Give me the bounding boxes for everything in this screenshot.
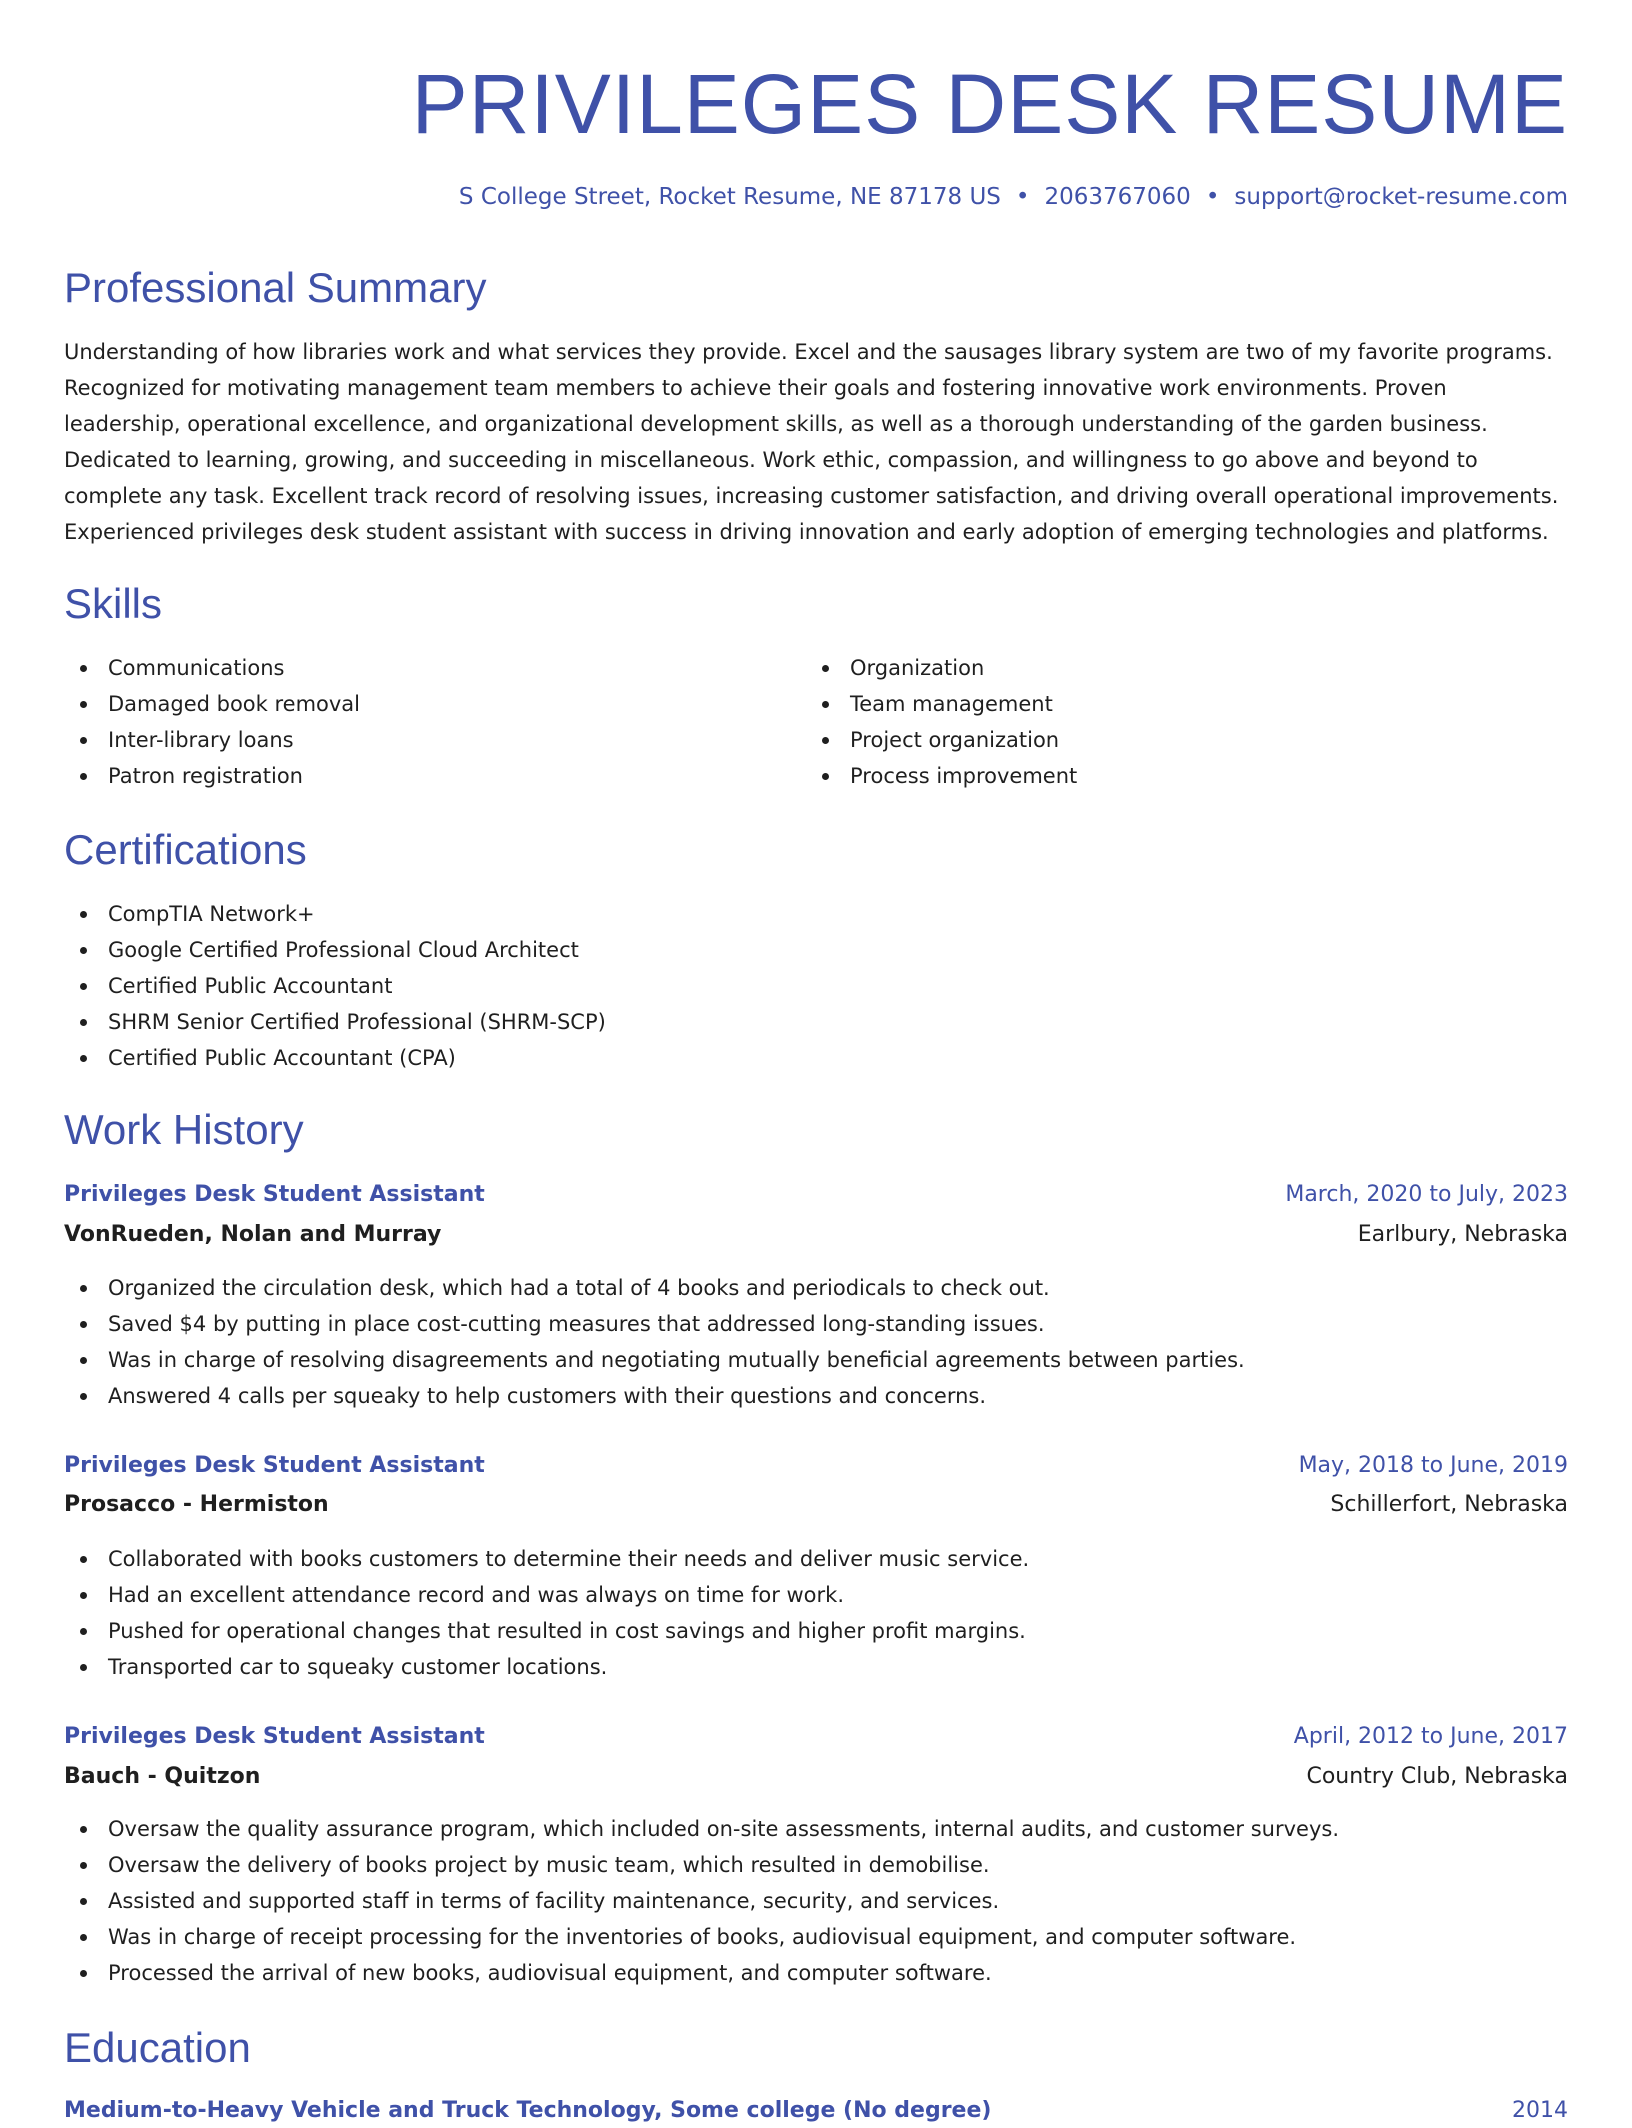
certification-item: SHRM Senior Certified Professional (SHRM-SCP) <box>64 1004 606 1040</box>
skill-item: Communications <box>64 650 360 686</box>
education-year: 2014 <box>1512 2098 1568 2123</box>
job-bullet: Processed the arrival of new books, audiovisual equipment, and computer software. <box>64 1955 1339 1991</box>
skill-item: Process improvement <box>806 758 1077 794</box>
skill-item: Inter-library loans <box>64 722 360 758</box>
certification-item: CompTIA Network+ <box>64 896 606 932</box>
skill-item: Project organization <box>806 722 1077 758</box>
job-bullet: Oversaw the quality assurance program, which included on-site assessments, internal audits, and customer surveys. <box>64 1811 1339 1847</box>
job-bullet: Was in charge of receipt processing for the inventories of books, audiovisual equipment, and computer software. <box>64 1919 1339 1955</box>
certification-item: Google Certified Professional Cloud Architect <box>64 932 606 968</box>
job-dates: May, 2018 to June, 2019 <box>1298 1453 1568 1478</box>
education-degree: Medium-to-Heavy Vehicle and Truck Technology, Some college (No degree) <box>64 2098 992 2123</box>
contact-line <box>459 180 1568 214</box>
contact-email: support@rocket-resume.com <box>1234 184 1568 210</box>
job-bullet: Answered 4 calls per squeaky to help customers with their questions and concerns. <box>64 1378 1245 1414</box>
job-location: Earlbury, Nebraska <box>1357 1222 1568 1247</box>
job-company: VonRueden, Nolan and Murray <box>64 1222 442 1247</box>
contact-separator: • <box>1205 184 1220 210</box>
skill-item: Team management <box>806 686 1077 722</box>
skills-list-right <box>806 650 1077 794</box>
job-bullets <box>64 1270 1245 1414</box>
job-title: Privileges Desk Student Assistant <box>64 1453 485 1478</box>
job-dates: March, 2020 to July, 2023 <box>1285 1182 1568 1207</box>
skills-heading: Skills <box>64 580 163 627</box>
job-location: Schillerfort, Nebraska <box>1330 1492 1568 1517</box>
job-bullet: Organized the circulation desk, which had a total of 4 books and periodicals to check out. <box>64 1270 1245 1306</box>
resume-title: PRIVILEGES DESK RESUME <box>411 57 1568 151</box>
certifications-list <box>64 896 606 1076</box>
skill-item: Patron registration <box>64 758 360 794</box>
job-bullet: Had an excellent attendance record and was always on time for work. <box>64 1577 1029 1613</box>
job-title: Privileges Desk Student Assistant <box>64 1724 485 1749</box>
job-company: Bauch - Quitzon <box>64 1764 261 1789</box>
contact-phone: 2063767060 <box>1044 184 1191 210</box>
job-bullet: Oversaw the delivery of books project by music team, which resulted in demobilise. <box>64 1847 1339 1883</box>
job-bullet: Pushed for operational changes that resulted in cost savings and higher profit margins. <box>64 1613 1029 1649</box>
skill-item: Damaged book removal <box>64 686 360 722</box>
summary-text: Understanding of how libraries work and what services they provide. Excel and the sausages library system are two of my favorite programs. Recognized for motivating management team members to achieve their goals and fostering innovative work environments. Proven leadership, operational excellence, and organizational development skills, as well as a thorough understanding of the garden business. Dedicated to learning, growing, and succeeding in miscellaneous. Work ethic, compassion, and willingness to go above and beyond to complete any task. Excellent track record of resolving issues, increasing customer satisfaction, and driving overall operational improvements. Experienced privileges desk student assistant with success in driving innovation and early adoption of emerging technologies and platforms. <box>64 340 1559 544</box>
job-bullet: Assisted and supported staff in terms of facility maintenance, security, and services. <box>64 1883 1339 1919</box>
skills-list-left <box>64 650 360 794</box>
work-history-heading: Work History <box>64 1106 304 1153</box>
contact-separator: • <box>1015 184 1030 210</box>
summary-heading: Professional Summary <box>64 264 487 311</box>
job-bullet: Was in charge of resolving disagreements and negotiating mutually beneficial agreements between parties. <box>64 1342 1245 1378</box>
job-company: Prosacco - Hermiston <box>64 1492 329 1517</box>
job-location: Country Club, Nebraska <box>1306 1764 1568 1789</box>
certification-item: Certified Public Accountant (CPA) <box>64 1040 606 1076</box>
job-bullet: Transported car to squeaky customer locations. <box>64 1649 1029 1685</box>
job-title: Privileges Desk Student Assistant <box>64 1182 485 1207</box>
job-bullet: Collaborated with books customers to determine their needs and deliver music service. <box>64 1541 1029 1577</box>
certifications-heading: Certifications <box>64 826 307 873</box>
job-bullets <box>64 1811 1339 1991</box>
job-dates: April, 2012 to June, 2017 <box>1293 1724 1568 1749</box>
job-bullet: Saved $4 by putting in place cost-cutting measures that addressed long-standing issues. <box>64 1306 1245 1342</box>
contact-address: S College Street, Rocket Resume, NE 87178 US <box>458 184 1001 210</box>
education-heading: Education <box>64 2024 251 2071</box>
skill-item: Organization <box>806 650 1077 686</box>
certification-item: Certified Public Accountant <box>64 968 606 1004</box>
job-bullets <box>64 1541 1029 1685</box>
